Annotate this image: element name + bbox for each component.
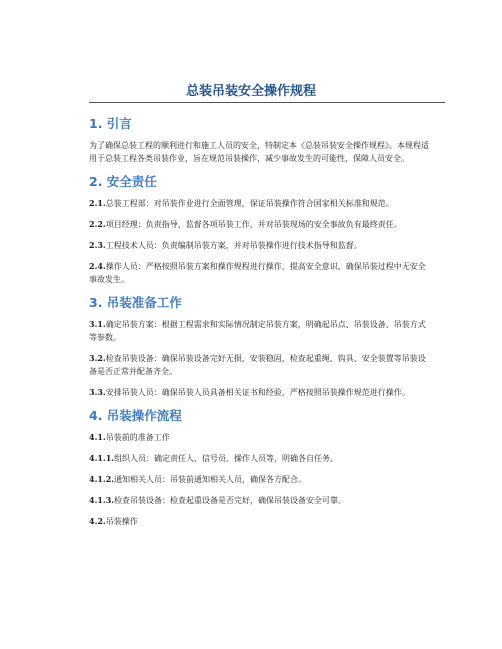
paragraph-text: 工程技术人员：负责编制吊装方案，并对吊装操作进行技术指导和监督。 xyxy=(105,241,362,250)
paragraph-text: 为了确保总装工程的顺利进行和施工人员的安全，特制定本《总装吊装安全操作规程》。本规程适用于总装工程各类吊装作业，旨在规范吊装操作，减少事故发生的可能性，保障人员安全。 xyxy=(89,141,429,163)
paragraph-number: 3.2. xyxy=(89,353,106,363)
paragraph-number: 3.1. xyxy=(89,319,106,329)
paragraph xyxy=(89,260,429,286)
paragraph-text: 吊装前的准备工作 xyxy=(105,433,170,442)
paragraph-number: 2.4. xyxy=(89,261,106,271)
paragraph-text: 检查吊装设备：确保吊装设备完好无损、安装稳固，检查起重绳、钩具、安全装置等吊装设备是否正常并配备齐全。 xyxy=(89,354,426,376)
paragraph-number: 4.1.3. xyxy=(89,495,115,505)
section-heading: 2. 安全责任 xyxy=(89,174,157,189)
paragraph-text: 通知相关人员：吊装前通知相关人员，确保各方配合。 xyxy=(114,475,307,484)
paragraph-number: 3.3. xyxy=(89,387,106,397)
paragraph xyxy=(89,197,429,210)
section-lifting-preparation xyxy=(89,294,429,399)
paragraph xyxy=(89,218,429,231)
paragraph xyxy=(89,494,429,507)
paragraph-text: 吊装操作 xyxy=(105,517,138,526)
section-heading: 3. 吊装准备工作 xyxy=(89,295,182,310)
paragraph-number: 4.1.2. xyxy=(89,474,115,484)
paragraph xyxy=(89,473,429,486)
paragraph-number: 4.1. xyxy=(89,432,106,442)
section-lifting-procedure xyxy=(89,407,429,528)
paragraph-number: 4.1.1. xyxy=(89,453,115,463)
paragraph xyxy=(89,386,429,399)
paragraph-text: 确定吊装方案：根据工程需求和实际情况制定吊装方案，明确起吊点、吊装设备、吊装方式等参数。 xyxy=(89,320,426,342)
document-body xyxy=(89,115,429,536)
paragraph-number: 2.3. xyxy=(89,240,106,250)
paragraph xyxy=(89,452,429,465)
document-title: 总装吊装安全操作规程 xyxy=(185,84,316,99)
section-introduction xyxy=(89,115,429,165)
paragraph-text: 组织人员：确定责任人、信号员、操作人员等，明确各自任务。 xyxy=(114,454,339,463)
section-safety-responsibility xyxy=(89,173,429,286)
paragraph xyxy=(89,318,429,344)
paragraph-text: 检查吊装设备：检查起重设备是否完好，确保吊装设备安全可靠。 xyxy=(114,496,347,505)
paragraph-number: 2.2. xyxy=(89,219,106,229)
paragraph xyxy=(89,431,429,444)
paragraph-number: 2.1. xyxy=(89,198,106,208)
paragraph xyxy=(89,352,429,378)
paragraph xyxy=(89,139,429,165)
section-heading: 1. 引言 xyxy=(89,116,132,131)
paragraph-number: 4.2. xyxy=(89,516,106,526)
paragraph xyxy=(89,515,429,528)
paragraph-text: 操作人员：严格按照吊装方案和操作规程进行操作，提高安全意识，确保吊装过程中无安全事故发生。 xyxy=(89,262,426,284)
paragraph-text: 项目经理：负责指导、监督各项吊装工作，并对吊装现场的安全事故负有最终责任。 xyxy=(105,220,402,229)
section-heading: 4. 吊装操作流程 xyxy=(89,408,182,423)
paragraph-text: 总装工程部：对吊装作业进行全面管理，保证吊装操作符合国家相关标准和规范。 xyxy=(105,199,394,208)
paragraph-text: 安排吊装人员：确保吊装人员具备相关证书和经验，严格按照吊装操作规范进行操作。 xyxy=(105,388,410,397)
paragraph xyxy=(89,239,429,252)
title-divider xyxy=(89,102,445,103)
